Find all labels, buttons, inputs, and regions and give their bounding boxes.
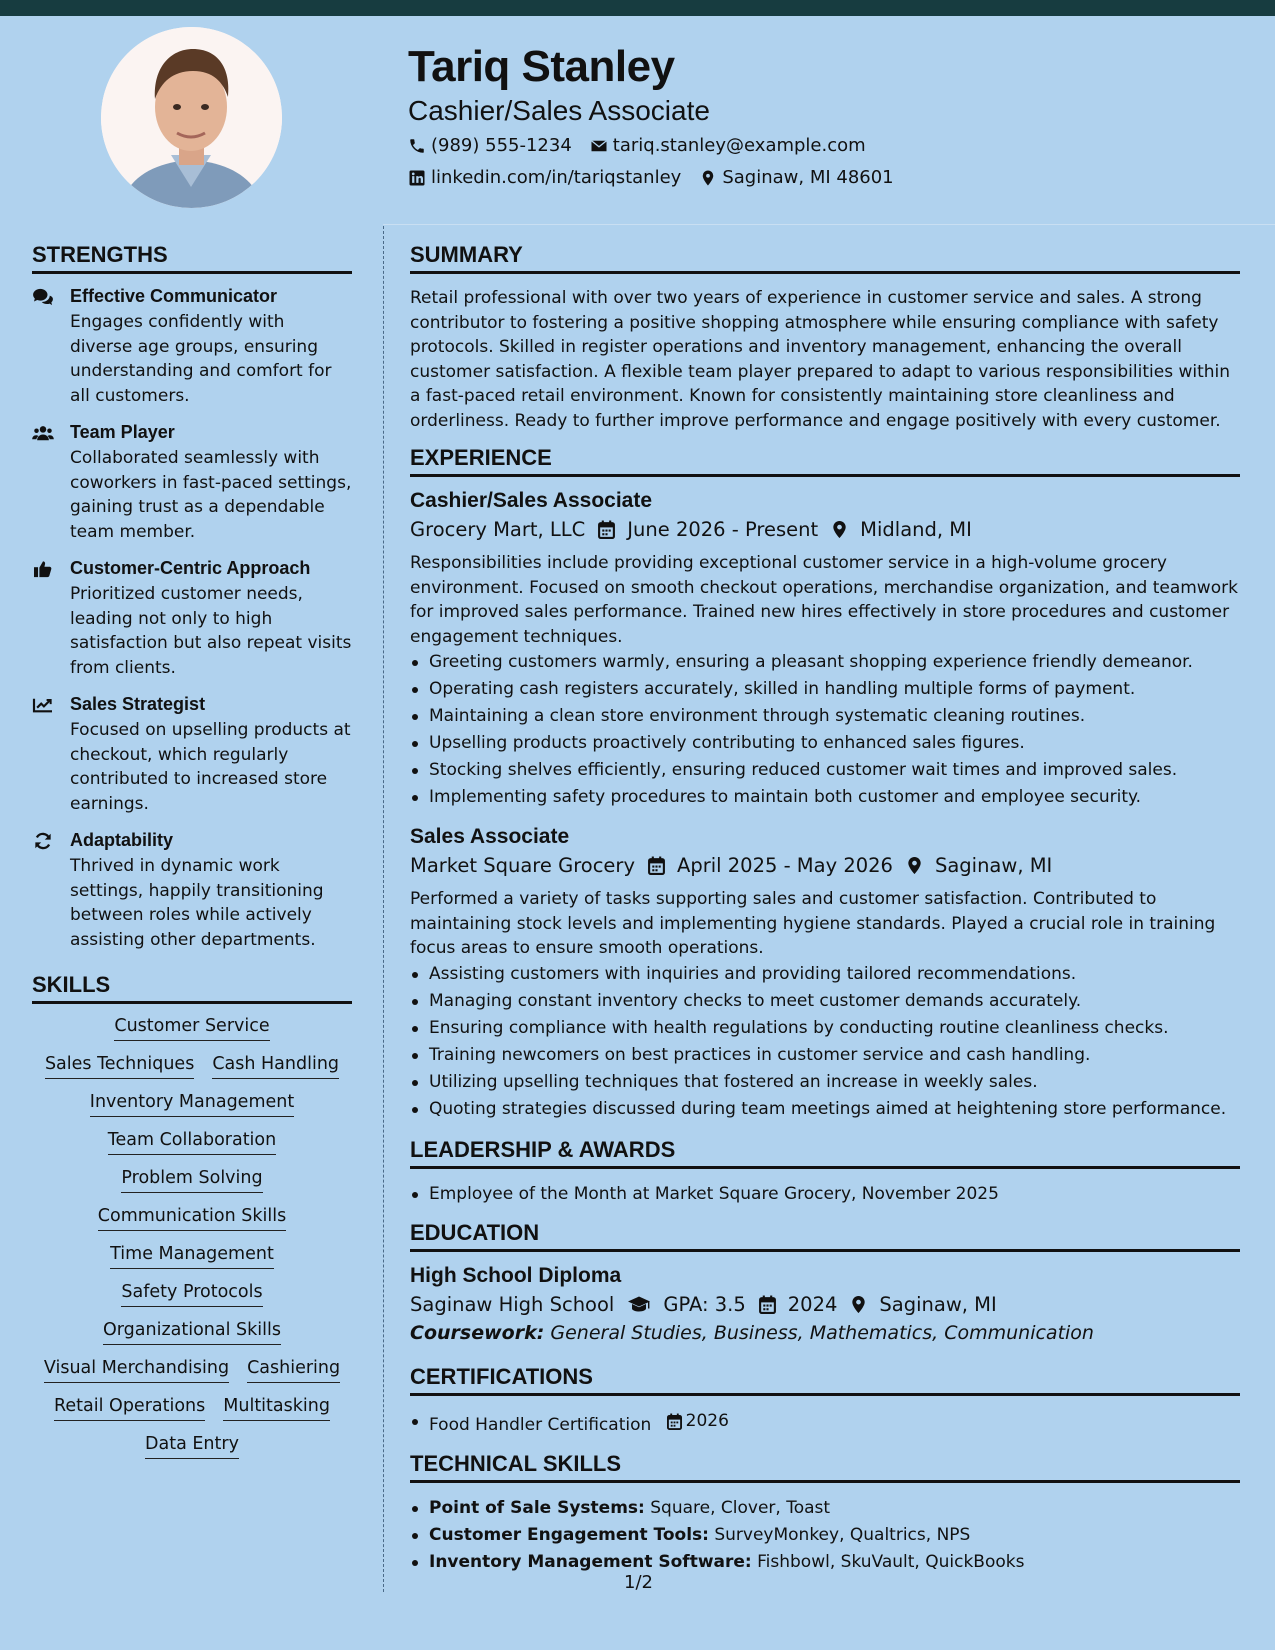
summary-heading: SUMMARY: [410, 242, 1240, 274]
cert-name: Food Handler Certification: [429, 1414, 652, 1435]
list-item: Implementing safety procedures to maintain both customer and employee security.: [410, 784, 1240, 811]
map-marker-icon: [831, 520, 848, 539]
skill-tag: Sales Techniques: [45, 1054, 194, 1079]
contact-row-2: [408, 167, 912, 188]
strength-title: Effective Communicator: [70, 286, 278, 306]
strength-item: [32, 830, 352, 952]
calendar-icon: [667, 1413, 682, 1430]
leadership-list: [410, 1181, 1240, 1208]
list-item: Stocking shelves efficiently, ensuring reduced customer wait times and improved sales.: [410, 757, 1240, 784]
contact-location: [699, 167, 893, 188]
profile-photo: [101, 27, 282, 208]
phone-icon: [408, 137, 426, 155]
certifications-heading: CERTIFICATIONS: [410, 1364, 1240, 1396]
thumbs-up-icon: [32, 560, 54, 578]
job-company: Market Square Grocery: [410, 854, 635, 877]
location-text: Saginaw, MI 48601: [722, 167, 894, 188]
list-item: Maintaining a clean store environment through systematic cleaning routines.: [410, 703, 1240, 730]
list-item: [410, 1495, 1240, 1522]
list-item: Utilizing upselling techniques that fostered an increase in weekly sales.: [410, 1069, 1240, 1096]
education-gpa: GPA: 3.5: [663, 1292, 746, 1316]
phone-text: (989) 555-1234: [431, 135, 572, 156]
skill-tag: Problem Solving: [121, 1168, 262, 1193]
tech-value: Fishbowl, SkuVault, QuickBooks: [757, 1551, 1025, 1572]
list-item: [410, 1408, 1240, 1439]
list-item: [410, 1522, 1240, 1549]
strength-item: [32, 286, 352, 408]
top-bar: [0, 0, 1275, 16]
candidate-name: Tariq Stanley: [408, 42, 675, 91]
strength-desc: Focused on upselling products at checkout, which regularly contributed to increased store earnings.: [70, 720, 351, 814]
skill-tag: Organizational Skills: [103, 1320, 281, 1345]
skill-tag: Visual Merchandising: [44, 1358, 229, 1383]
job-meta: [410, 854, 1240, 877]
job-location: Saginaw, MI: [934, 854, 1053, 877]
skills-list: [32, 1016, 352, 1459]
coursework-text: General Studies, Business, Mathematics, Communication: [550, 1321, 1094, 1344]
list-item: Employee of the Month at Market Square Grocery, November 2025: [410, 1181, 1240, 1208]
leadership-heading: LEADERSHIP & AWARDS: [410, 1137, 1240, 1169]
summary-section: [410, 242, 1240, 433]
list-item: [410, 1549, 1240, 1576]
job-dates: April 2025 - May 2026: [676, 854, 893, 877]
education-location: Saginaw, MI: [879, 1292, 997, 1316]
skill-tag: Data Entry: [145, 1434, 239, 1459]
education-degree: High School Diploma: [410, 1263, 622, 1287]
list-item: Greeting customers warmly, ensuring a pleasant shopping experience friendly demeanor.: [410, 649, 1240, 676]
education-year: 2024: [787, 1292, 838, 1316]
skill-tag: Team Collaboration: [108, 1130, 276, 1155]
tech-label: Point of Sale Systems:: [429, 1497, 645, 1518]
strength-title: Adaptability: [70, 830, 174, 850]
strength-desc: Engages confidently with diverse age groups, ensuring understanding and comfort for all customers.: [70, 312, 332, 406]
certifications-list: [410, 1408, 1240, 1439]
coursework: [410, 1322, 1240, 1344]
comments-icon: [32, 288, 54, 306]
line-chart-icon: [32, 696, 54, 714]
cert-year: 2026: [685, 1410, 729, 1431]
strength-item: [32, 422, 352, 544]
linkedin-icon: [408, 169, 426, 187]
refresh-icon: [32, 832, 54, 850]
list-item: Quoting strategies discussed during team meetings aimed at heightening store performance.: [410, 1096, 1240, 1123]
left-column: [32, 242, 352, 1459]
education-heading: EDUCATION: [410, 1220, 1240, 1252]
job-company: Grocery Mart, LLC: [410, 518, 586, 541]
strength-item: [32, 694, 352, 816]
map-marker-icon: [906, 856, 923, 875]
skill-tag: Cashiering: [247, 1358, 340, 1383]
skill-tag: Communication Skills: [98, 1206, 286, 1231]
skill-tag: Inventory Management: [90, 1092, 294, 1117]
contact-row-1: [408, 135, 884, 156]
job-entry: [410, 825, 1240, 1123]
tech-value: Square, Clover, Toast: [650, 1497, 831, 1518]
calendar-icon: [759, 1295, 776, 1314]
tech-label: Customer Engagement Tools:: [429, 1524, 709, 1545]
skill-tag: Cash Handling: [212, 1054, 339, 1079]
strength-title: Customer-Centric Approach: [70, 558, 311, 578]
job-location: Midland, MI: [860, 518, 972, 541]
technical-section: [410, 1451, 1240, 1576]
experience-section: [410, 445, 1240, 1123]
graduation-cap-icon: [627, 1295, 651, 1314]
job-bullets: [410, 649, 1240, 811]
portrait-image: [101, 27, 282, 208]
tech-label: Inventory Management Software:: [429, 1551, 752, 1572]
technical-heading: TECHNICAL SKILLS: [410, 1451, 1240, 1483]
list-item: Managing constant inventory checks to meet customer demands accurately.: [410, 988, 1240, 1015]
job-entry: [410, 489, 1240, 811]
map-marker-icon: [850, 1295, 867, 1314]
strengths-heading: STRENGTHS: [32, 242, 352, 274]
list-item: Assisting customers with inquiries and providing tailored recommendations.: [410, 961, 1240, 988]
education-school: Saginaw High School: [410, 1292, 615, 1316]
education-section: [410, 1220, 1240, 1344]
tech-value: SurveyMonkey, Qualtrics, NPS: [714, 1524, 971, 1545]
skill-tag: Retail Operations: [54, 1396, 205, 1421]
column-divider: [383, 226, 384, 1592]
job-description: Responsibilities include providing exceptional customer service in a high-volume grocery environment. Focused on smooth checkout operations, merchandise organization, and teamwork for improved sales performance. Trained new hires effectively in store procedures and customer engagement techniques.: [410, 553, 1238, 647]
map-marker-icon: [699, 169, 717, 187]
contact-email[interactable]: [590, 135, 866, 156]
list-item: Operating cash registers accurately, skilled in handling multiple forms of payment.: [410, 676, 1240, 703]
job-meta: [410, 518, 1240, 541]
strength-desc: Prioritized customer needs, leading not only to high satisfaction but also repeat visits from clients.: [70, 584, 352, 678]
calendar-icon: [598, 520, 615, 539]
list-item: Training newcomers on best practices in customer service and cash handling.: [410, 1042, 1240, 1069]
strength-item: [32, 558, 352, 680]
skill-tag: Safety Protocols: [121, 1282, 262, 1307]
coursework-label: Coursework:: [410, 1321, 545, 1344]
email-text: tariq.stanley@example.com: [612, 135, 866, 156]
page-number: 1/2: [624, 1572, 653, 1593]
leadership-section: [410, 1137, 1240, 1208]
candidate-title: Cashier/Sales Associate: [408, 95, 710, 126]
skill-tag: Time Management: [110, 1244, 274, 1269]
strength-desc: Thrived in dynamic work settings, happily transitioning between roles while actively assisting other departments.: [70, 856, 324, 950]
skill-tag: Multitasking: [223, 1396, 330, 1421]
list-item: Ensuring compliance with health regulations by conducting routine cleanliness checks.: [410, 1015, 1240, 1042]
list-item: Upselling products proactively contributing to enhanced sales figures.: [410, 730, 1240, 757]
experience-heading: EXPERIENCE: [410, 445, 1240, 477]
technical-list: [410, 1495, 1240, 1576]
linkedin-text: linkedin.com/in/tariqstanley: [431, 167, 682, 188]
strength-desc: Collaborated seamlessly with coworkers in fast-paced settings, gaining trust as a dependable team member.: [70, 448, 352, 542]
strength-title: Team Player: [70, 422, 175, 442]
calendar-icon: [648, 856, 665, 875]
job-description: Performed a variety of tasks supporting sales and customer satisfaction. Contributed to maintaining stock levels and implementing hygiene standards. Played a crucial role in training focus areas to ensure smooth operations.: [410, 889, 1216, 958]
contact-phone[interactable]: [408, 135, 572, 156]
skill-tag: Customer Service: [114, 1016, 269, 1041]
job-role: Cashier/Sales Associate: [410, 489, 653, 512]
users-icon: [32, 424, 54, 442]
envelope-icon: [590, 137, 608, 155]
strength-title: Sales Strategist: [70, 694, 206, 714]
education-meta: [410, 1293, 1240, 1316]
header-rule: [383, 224, 1275, 225]
skills-heading: SKILLS: [32, 972, 352, 1004]
contact-linkedin[interactable]: [408, 167, 681, 188]
job-dates: June 2026 - Present: [627, 518, 819, 541]
right-column: [410, 242, 1240, 1588]
job-role: Sales Associate: [410, 825, 570, 848]
job-bullets: [410, 961, 1240, 1123]
summary-text: Retail professional with over two years of experience in customer service and sales. A strong contributor to fostering a positive shopping atmosphere while ensuring compliance with safety protocols. Skilled in register operations and inventory management, enhancing the overall customer satisfaction. A flexible team player prepared to adapt to various responsibilities within a fast-paced retail environment. Known for consistently maintaining store cleanliness and orderliness. Ready to further improve performance and engage positively with every customer.: [410, 288, 1231, 431]
certifications-section: [410, 1364, 1240, 1439]
